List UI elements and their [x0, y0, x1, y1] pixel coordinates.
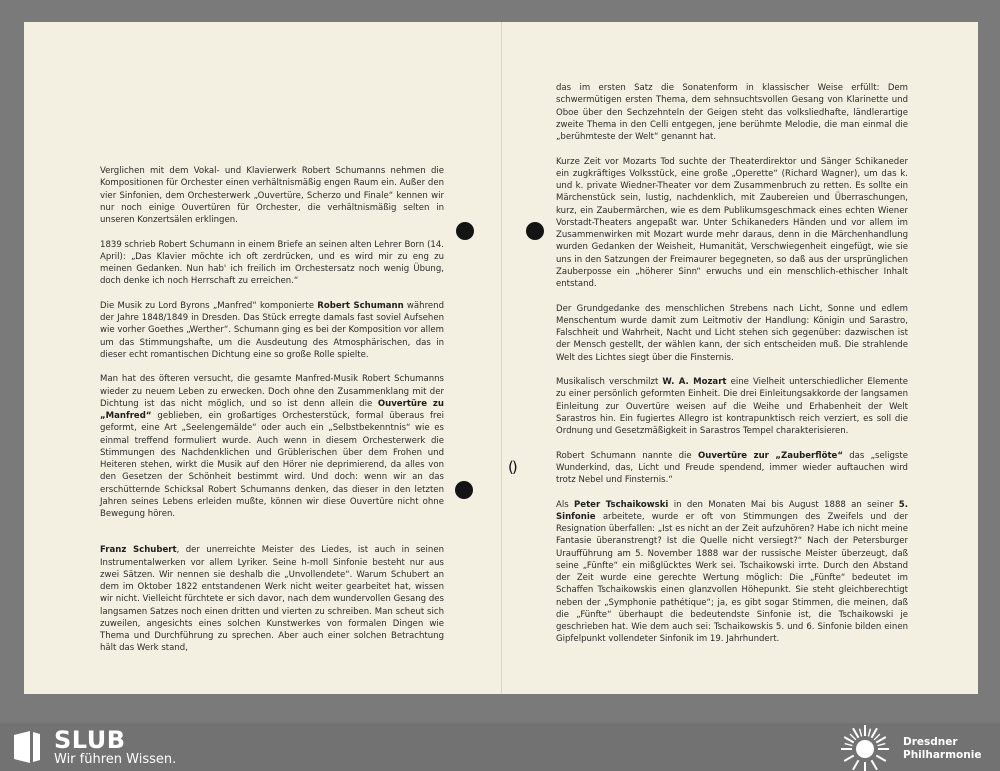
paragraph-manfred-overture: Man hat des öfteren versucht, die gesamte Manfred-Musik Robert Schumanns wieder zu neuem Leben zu erwecken. Doch ohne den Zusammenklang mit der Dichtung ist das nicht möglich, und so ist denn allein die Ouvertüre zu „Manfred“ geblieben, ein großartiges Orchesterstück, formal überaus frei geformt, eine Art „Seelengemälde“ oder auch ein „Selbstbekenntnis“ wie es einmal treffend formuliert wurde. Auch wenn in diesem Orchesterwerk die Stimmungen des Nachdenklichen und Grüblerischen über dem Frohen und Heiteren stehen, wirkt die Musik auf den Hörer nie deprimierend, da alles von den Gesetzen der Schönheit bestimmt wird. Und doch: wenn wir an das erschütternde Schicksal Robert Schumanns denken, das dieser in den letzten Jahren seines Lebens erleiden mußte, können wir diese Ouvertüre nicht ohne Bewegung hören.	[100, 374, 444, 519]
right-column	[556, 82, 908, 658]
program-sheet	[24, 22, 978, 694]
slub-name: SLUB	[54, 726, 126, 754]
paragraph-zauberfloete-theme: Der Grundgedanke des menschlichen Strebens nach Licht, Sonne und edlem Menschentum wurde damit zum Leitmotiv der Handlung: Königin und Sarastro, Falschheit und Wahrheit, Nacht und Licht stehen sich gegenüber: dazwischen ist der Mensch gestellt, der wählen kann, der sich entscheiden muß. Die strahlende Welt des Lichtes siegt über die Finsternis.	[556, 303, 908, 363]
punch-hole-mark-icon: ()	[508, 458, 516, 476]
paragraph-mozart: Musikalisch verschmilzt W. A. Mozart eine Vielheit unterschiedlicher Elemente zu einer persönlich geformten Einheit. Die drei Einleitungsakkorde der langsamen Einleitung zur Ouvertüre weisen auf die Weihe und Erhabenheit der Welt Sarastros hin. Ein fugiertes Allegro ist kontrapunktisch reich verziert, es soll die Ordnung und Gesetzmäßigkeit in Sarastros Tempel charakterisieren.	[556, 377, 909, 436]
work-title: Ouvertüre zu „Manfred“	[100, 398, 444, 421]
work-title: Ouvertüre zur „Zauberflöte“	[697, 450, 843, 461]
punch-hole	[526, 222, 544, 240]
paragraph-zauberfloete-history: Kurze Zeit vor Mozarts Tod suchte der Theaterdirektor und Sänger Schikaneder ein zugkräftiges Volksstück, eine große „Operette“ (Richard Wagner), um das k. und k. private Wiedner-Theater vor dem Zusammenbruch zu retten. Es sollte ein Märchenstück sein, lustig, nachdenklich, mit Zaubereien und Überraschungen, kurz, ein Zaubermärchen, wie es dem Publikumsgeschmack eines echten Wiener Vorstadt-Theaters angepaßt war. Unter Schikaneders Händen und vor allem im Zusammenwirken mit Mozart wurde mehr daraus, denn in die Märchenhandlung wurden Gedanken der Weisheit, Humanität, Verschwiegenheit eingefügt, wie sie uns in den Satzungen der Freimaurer begegneten, so daß aus der ursprünglichen Zauberposse ein „höherer Sinn“ erwuchs und ein menschlich-ethischer Inhalt entstand.	[556, 156, 908, 289]
paragraph-schubert: Franz Schubert, der unerreichte Meister des Liedes, ist auch in seinen Instrumentalwerken vor allem Lyriker. Seine h-moll Sinfonie besteht nur aus zwei Sätzen. Wir nennen sie deshalb die „Unvollendete“. Warum Schubert an dem im Oktober 1822 entstandenen Werk nicht weiter gearbeitet hat, wissen wir nicht. Vielleicht fürchtete er sich davor, nach dem wundervollen Gesang des langsamen Satzes noch einen dritten und vierten zu schreiben. Man scheut sich zuweilen, angesichts eines solchen Kunstwerkes von formalen Dingen wie Thema und Durchführung zu sprechen. Aber auch einer solchen Betrachtung hält das Werk stand,	[100, 545, 444, 654]
punch-hole	[456, 222, 474, 240]
paragraph-schubert-continued: das im ersten Satz die Sonatenform in klassischer Weise erfüllt: Dem schwermütigen ersten Thema, dem sehnsuchtsvollen Gesang von Klarinette und Oboe über den Sechzehnteln der Geigen steht das volksliedhafte, ländlerartige zweite Thema in den Celli entgegen, jene berühmte Melodie, die man einmal die „berühmteste der Welt“ genannt hat.	[556, 83, 908, 142]
dresdner-philharmonie-name: Dresdner Philharmonie	[903, 736, 982, 761]
slub-tagline: Wir führen Wissen.	[54, 752, 177, 767]
paragraph-schumann-quote: Robert Schumann nannte die Ouvertüre zur „Zauberflöte“ das „seligste Wunderkind, das, Licht und Freude spendend, immer wieder auftauchen wird trotz Nebel und Finsternis.“	[556, 450, 908, 485]
composer-name: Franz Schubert	[100, 545, 177, 556]
center-fold	[501, 22, 502, 694]
paragraph-tschaikowski: Als Peter Tschaikowski in den Monaten Mai bis August 1888 an seiner 5. Sinfonie arbeitete, wurde er oft von Stimmungen des Zweifels und der Resignation überfallen: „Ist es nicht an der Zeit aufzuhören? Habe ich nicht meine Fantasie überanstrengt? Ist die Quelle nicht versiegt?“ Nach der Petersburger Uraufführung am 5. November 1888 war der russische Meister überzeugt, daß seine „Fünfte“ ein mißglücktes Werk sei. Tschaikowski irrte. Durch den Abstand der Zeit wurde eine gerechte Wertung möglich: Die „Fünfte“ bedeutet im Schaffen Tschaikowskis einen glanzvollen Höhepunkt. Sie steht gleichberechtigt neben der „Symphonie pathétique“; ja, es gibt sogar Stimmen, die meinen, daß die „Fünfte“ überhaupt die bedeutendste Sinfonie ist, die Tschaikowski je geschrieben hat. Wie dem auch sei: Tschaikowskis 5. und 6. Sinfonie bilden einen Gipfelpunkt vollendeter Sinfonik im 19. Jahrhundert.	[556, 499, 908, 645]
punch-hole	[455, 481, 473, 499]
paragraph-manfred: Die Musik zu Lord Byrons „Manfred“ komponierte Robert Schumann während der Jahre 1848/1849 in Dresden. Das Stück erregte damals fast soviel Aufsehen wie vorher Goethes „Werther“. Schumann ging es bei der Komposition vor allem um das Stimmungshafte, um die Ausdeutung des Atmosphärischen, das in dieser echt romantischen Dichtung eine so große Rolle spielte.	[100, 300, 444, 360]
left-column	[100, 165, 444, 667]
composer-name: Robert Schumann	[317, 300, 404, 311]
composer-name: Peter Tschaikowski	[574, 499, 669, 510]
work-title: 5. Sinfonie	[556, 499, 908, 522]
slub-logo-icon	[12, 729, 42, 765]
composer-name: W. A. Mozart	[662, 377, 727, 387]
paragraph-schumann-letter: 1839 schrieb Robert Schumann in einem Briefe an seinen alten Lehrer Born (14. April): „Das Klavier möchte ich oft zerdrücken, und es wird mir zu eng zu meinen Gedanken. Nun hab' ich freilich im Orchestersatz noch wenig Übung, doch denke ich noch Herrschaft zu erreichen.“	[100, 239, 444, 287]
footer-bar	[0, 723, 1000, 771]
dresdner-philharmonie-logo-icon	[840, 723, 890, 771]
paragraph-schumann-intro: Verglichen mit dem Vokal- und Klavierwerk Robert Schumanns nehmen die Kompositionen für Orchester einen verhältnismäßig engen Raum ein. Außer den vier Sinfonien, dem Orchesterwerk „Ouvertüre, Scherzo und Finale“ kennen wir nur noch einige Ouvertüren für Orchester, die verhältnismäßig selten in unseren Konzertsälen erklingen.	[100, 166, 444, 225]
